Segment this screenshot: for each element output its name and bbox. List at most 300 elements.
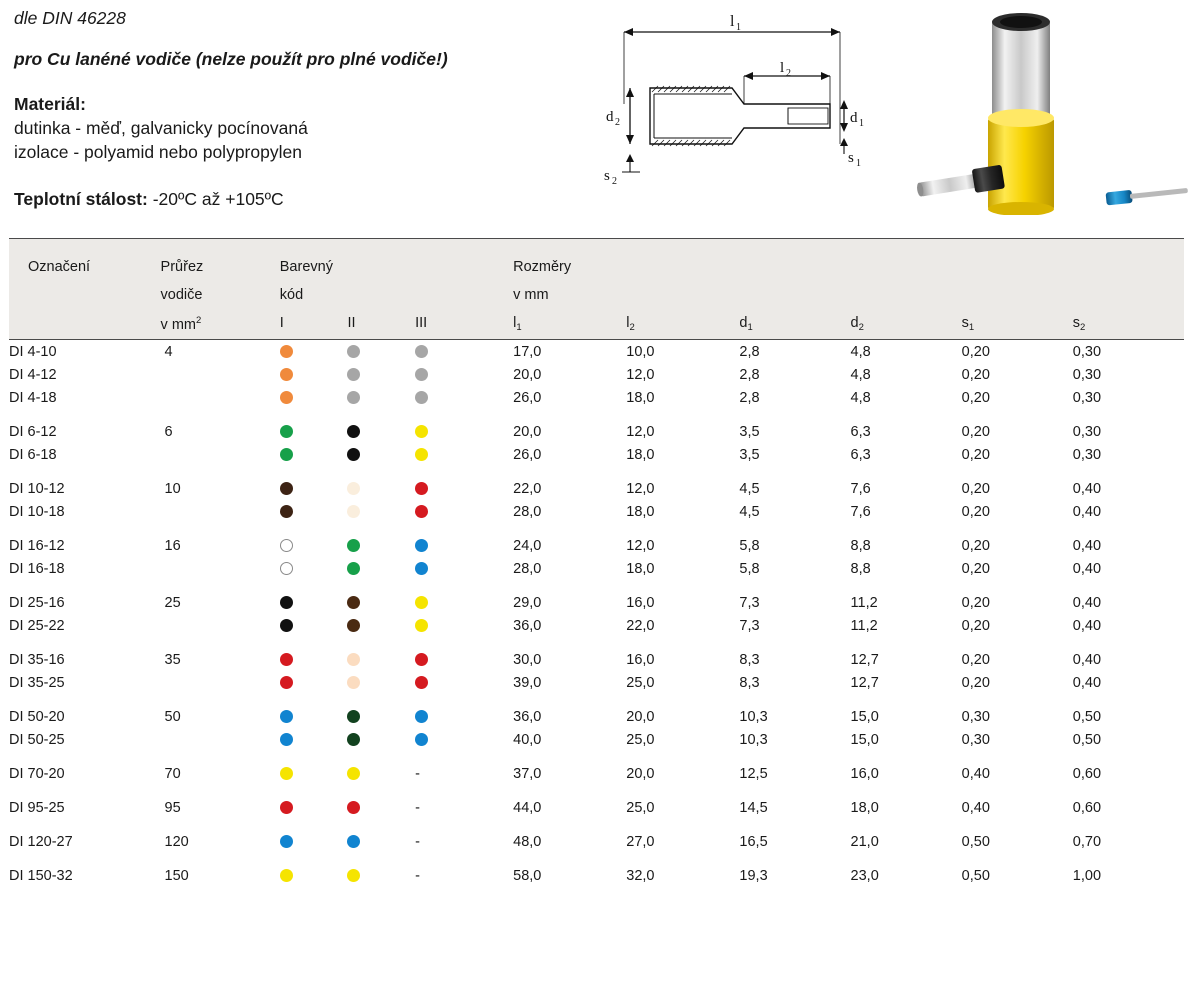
cell-color-3 <box>415 557 513 580</box>
cell-color-2 <box>347 420 415 443</box>
table-row[interactable] <box>9 705 1184 728</box>
cell-color-2 <box>347 671 415 694</box>
color-dot <box>347 425 360 438</box>
table-row[interactable] <box>9 534 1184 557</box>
table-row[interactable] <box>9 796 1184 819</box>
color-dot <box>347 801 360 814</box>
header-prurez-l2: vodiče <box>160 287 203 303</box>
header-barevny-l1: Barevný <box>279 259 333 275</box>
cell-prurez <box>161 500 280 523</box>
cell-d1: 2,8 <box>739 389 760 406</box>
cell-d2: 15,0 <box>850 731 879 748</box>
row-spacer <box>9 819 1184 830</box>
row-spacer <box>9 409 1184 420</box>
table-row[interactable] <box>9 614 1184 637</box>
cell-d1: 2,8 <box>739 343 760 360</box>
color-dot <box>280 869 293 882</box>
table-row[interactable] <box>9 420 1184 443</box>
header-k2: II <box>347 315 356 331</box>
cell-l1: 26,0 <box>513 446 542 463</box>
cell-prurez: 16 <box>164 537 181 554</box>
svg-text:l: l <box>780 60 785 76</box>
cell-color-1 <box>280 728 348 751</box>
color-dot <box>280 767 293 780</box>
color-dot <box>415 345 428 358</box>
cell-l1: 37,0 <box>513 765 542 782</box>
table-row[interactable] <box>9 648 1184 671</box>
cell-l1: 28,0 <box>513 560 542 577</box>
cell-color-3 <box>415 386 513 409</box>
cell-s1: 0,20 <box>961 674 990 691</box>
table-row[interactable] <box>9 340 1184 364</box>
technical-drawing <box>592 4 892 194</box>
color-dot <box>347 368 360 381</box>
table-row[interactable] <box>9 830 1184 853</box>
cell-s1: 0,20 <box>961 560 990 577</box>
cell-oznaceni: DI 35-16 <box>9 651 65 668</box>
cell-l2: 32,0 <box>626 867 655 884</box>
cell-oznaceni: DI 50-20 <box>9 708 65 725</box>
cell-color-3 <box>415 443 513 466</box>
material-line-1: dutinka - měď, galvanicky pocínovaná <box>14 118 308 138</box>
cell-l1: 58,0 <box>513 867 542 884</box>
color-dot <box>280 710 293 723</box>
cell-d1: 14,5 <box>739 799 768 816</box>
cell-s2: 0,40 <box>1072 537 1102 554</box>
conductor-note: pro Cu lanéné vodiče (nelze použít pro plné vodiče!) <box>14 49 448 69</box>
cell-l2: 12,0 <box>626 537 655 554</box>
cell-color-1 <box>280 500 348 523</box>
cell-color-3 <box>415 614 513 637</box>
cell-prurez: 35 <box>164 651 181 668</box>
svg-text:d: d <box>606 109 614 125</box>
color-none: - <box>415 799 420 816</box>
cell-l1: 26,0 <box>513 389 542 406</box>
cell-l2: 12,0 <box>626 480 655 497</box>
cell-color-3 <box>415 796 513 819</box>
color-dot <box>280 801 293 814</box>
table-row[interactable] <box>9 363 1184 386</box>
header-l1-sym: $l_1$ <box>513 315 522 333</box>
row-spacer <box>9 853 1184 864</box>
cell-s1: 0,20 <box>961 480 990 497</box>
cell-color-1 <box>280 420 348 443</box>
cell-s2: 0,60 <box>1072 799 1102 816</box>
cell-color-1 <box>280 796 348 819</box>
table-header-row <box>9 239 1184 340</box>
cell-color-2 <box>347 386 415 409</box>
header-d1 <box>739 239 850 340</box>
table-row[interactable] <box>9 500 1184 523</box>
cell-color-2 <box>347 796 415 819</box>
cell-prurez <box>161 386 280 409</box>
color-dot <box>415 562 428 575</box>
cell-color-2 <box>347 477 415 500</box>
cell-oznaceni: DI 4-12 <box>9 366 57 383</box>
color-dot <box>415 539 428 552</box>
color-dot <box>415 710 428 723</box>
header-l2-sym: $l_2$ <box>626 315 635 333</box>
svg-text:s: s <box>604 168 610 184</box>
color-dot <box>347 710 360 723</box>
row-spacer <box>9 785 1184 796</box>
cell-s2: 0,30 <box>1072 343 1102 360</box>
header-k3: III <box>415 315 428 331</box>
color-dot <box>347 733 360 746</box>
cell-d2: 21,0 <box>850 833 879 850</box>
table-row[interactable] <box>9 443 1184 466</box>
cell-s2: 0,70 <box>1072 833 1102 850</box>
row-spacer <box>9 523 1184 534</box>
temperature-stability <box>14 189 634 210</box>
cell-d2: 12,7 <box>850 651 879 668</box>
header-s2 <box>1073 239 1184 340</box>
cell-s1: 0,20 <box>961 423 990 440</box>
cell-color-3 <box>415 728 513 751</box>
cell-color-1 <box>280 443 348 466</box>
cell-color-3 <box>415 591 513 614</box>
color-dot <box>280 596 293 609</box>
cell-color-1 <box>280 477 348 500</box>
cell-s1: 0,20 <box>961 594 990 611</box>
cell-prurez <box>161 614 280 637</box>
cell-color-2 <box>347 443 415 466</box>
cell-color-1 <box>280 614 348 637</box>
cell-color-1 <box>280 557 348 580</box>
cell-oznaceni: DI 25-16 <box>9 594 65 611</box>
color-dot <box>415 482 428 495</box>
cell-color-1 <box>280 864 348 887</box>
color-none: - <box>415 867 420 884</box>
color-dot <box>280 345 293 358</box>
table-row[interactable] <box>9 477 1184 500</box>
cell-s2: 0,40 <box>1072 560 1102 577</box>
cell-prurez: 120 <box>164 833 189 850</box>
cell-d1: 4,5 <box>739 480 760 497</box>
cell-s2: 0,40 <box>1072 503 1102 520</box>
cell-d1: 8,3 <box>739 651 760 668</box>
color-dot <box>347 562 360 575</box>
cell-l1: 24,0 <box>513 537 542 554</box>
cell-s2: 0,40 <box>1072 651 1102 668</box>
cell-l2: 18,0 <box>626 389 655 406</box>
cell-l2: 25,0 <box>626 731 655 748</box>
cell-l2: 12,0 <box>626 366 655 383</box>
color-dot <box>280 482 293 495</box>
cell-color-3 <box>415 477 513 500</box>
cell-d2: 18,0 <box>850 799 879 816</box>
color-dot <box>347 539 360 552</box>
cell-color-2 <box>347 614 415 637</box>
cell-s2: 0,30 <box>1072 423 1102 440</box>
table-row[interactable] <box>9 728 1184 751</box>
cell-prurez <box>161 443 280 466</box>
table-row[interactable] <box>9 864 1184 887</box>
cell-oznaceni: DI 6-12 <box>9 423 57 440</box>
cell-color-2 <box>347 864 415 887</box>
cell-d2: 11,2 <box>850 617 878 634</box>
cell-color-1 <box>280 705 348 728</box>
cell-s2: 0,40 <box>1072 617 1102 634</box>
color-dot <box>280 619 293 632</box>
cell-color-2 <box>347 830 415 853</box>
cell-d2: 23,0 <box>850 867 879 884</box>
color-dot <box>415 505 428 518</box>
cell-d2: 6,3 <box>850 446 871 463</box>
cell-prurez <box>161 671 280 694</box>
material-line-2: izolace - polyamid nebo polypropylen <box>14 142 302 162</box>
specifications-table <box>9 238 1184 887</box>
cell-color-1 <box>280 830 348 853</box>
color-dot <box>280 448 293 461</box>
cell-color-3 <box>415 830 513 853</box>
svg-text:2: 2 <box>612 176 617 187</box>
cell-color-3 <box>415 500 513 523</box>
cell-d1: 7,3 <box>739 594 760 611</box>
cell-d1: 7,3 <box>739 617 760 634</box>
svg-text:1: 1 <box>736 22 741 33</box>
header-l2 <box>626 239 739 340</box>
color-dot <box>280 539 293 552</box>
cell-color-3 <box>415 648 513 671</box>
color-dot <box>415 676 428 689</box>
cell-s1: 0,40 <box>961 799 990 816</box>
cell-d1: 4,5 <box>739 503 760 520</box>
cell-d2: 15,0 <box>850 708 879 725</box>
cell-s1: 0,50 <box>961 833 990 850</box>
color-dot <box>347 448 360 461</box>
cell-oznaceni: DI 4-18 <box>9 389 57 406</box>
cell-s1: 0,30 <box>961 708 990 725</box>
cell-s2: 0,50 <box>1072 708 1102 725</box>
cell-s1: 0,20 <box>961 651 990 668</box>
cell-oznaceni: DI 10-18 <box>9 503 65 520</box>
cell-prurez <box>161 557 280 580</box>
cell-d2: 4,8 <box>850 343 871 360</box>
color-dot <box>347 869 360 882</box>
cell-d2: 16,0 <box>850 765 879 782</box>
cell-color-3 <box>415 340 513 364</box>
cell-s1: 0,20 <box>961 366 990 383</box>
row-spacer <box>9 580 1184 591</box>
cell-s1: 0,20 <box>961 446 990 463</box>
cell-s2: 0,60 <box>1072 765 1102 782</box>
cell-oznaceni: DI 6-18 <box>9 446 57 463</box>
color-dot <box>347 505 360 518</box>
header-oznaceni <box>9 239 161 340</box>
color-dot <box>280 835 293 848</box>
table-row[interactable] <box>9 386 1184 409</box>
color-dot <box>415 448 428 461</box>
cell-prurez <box>161 728 280 751</box>
cell-color-3 <box>415 363 513 386</box>
header-color-code-3 <box>415 239 513 340</box>
color-dot <box>415 368 428 381</box>
svg-text:d: d <box>850 110 858 126</box>
cell-oznaceni: DI 10-12 <box>9 480 65 497</box>
color-dot <box>415 733 428 746</box>
cell-d1: 16,5 <box>739 833 768 850</box>
cell-prurez: 50 <box>164 708 181 725</box>
header-prurez <box>161 239 280 340</box>
cell-d2: 7,6 <box>850 480 871 497</box>
svg-text:l: l <box>730 13 735 30</box>
cell-color-3 <box>415 864 513 887</box>
table-row[interactable] <box>9 762 1184 785</box>
header-rozmery-l1: Rozměry <box>513 259 572 275</box>
cell-d2: 12,7 <box>850 674 879 691</box>
cell-color-3 <box>415 420 513 443</box>
cell-oznaceni: DI 35-25 <box>9 674 65 691</box>
cell-color-3 <box>415 762 513 785</box>
svg-text:1: 1 <box>859 118 864 129</box>
color-dot <box>280 425 293 438</box>
header-oznaceni-label: Označení <box>28 259 91 275</box>
cell-l2: 25,0 <box>626 799 655 816</box>
cell-l1: 36,0 <box>513 708 542 725</box>
color-dot <box>280 505 293 518</box>
cell-color-3 <box>415 671 513 694</box>
cell-l1: 28,0 <box>513 503 542 520</box>
color-dot <box>347 835 360 848</box>
cell-l1: 48,0 <box>513 833 542 850</box>
header-l1 <box>513 239 626 340</box>
cell-d1: 19,3 <box>739 867 768 884</box>
header-barevny-l2: kód <box>279 287 304 303</box>
norm-reference: dle DIN 46228 <box>14 8 126 28</box>
cell-d1: 5,8 <box>739 537 760 554</box>
cell-d1: 2,8 <box>739 366 760 383</box>
cell-color-2 <box>347 591 415 614</box>
svg-text:2: 2 <box>615 117 620 128</box>
cell-l2: 16,0 <box>626 651 655 668</box>
cell-l1: 36,0 <box>513 617 542 634</box>
cell-s2: 0,30 <box>1072 389 1102 406</box>
cell-color-2 <box>347 557 415 580</box>
cell-s2: 1,00 <box>1072 867 1102 884</box>
cell-oznaceni: DI 120-27 <box>9 833 73 850</box>
table-row[interactable] <box>9 671 1184 694</box>
cell-prurez: 150 <box>164 867 189 884</box>
table-row[interactable] <box>9 591 1184 614</box>
cell-oznaceni: DI 16-12 <box>9 537 65 554</box>
cell-d2: 8,8 <box>850 537 871 554</box>
cell-color-2 <box>347 728 415 751</box>
cell-l2: 16,0 <box>626 594 655 611</box>
cell-l2: 10,0 <box>626 343 655 360</box>
color-dot <box>280 653 293 666</box>
cell-color-1 <box>280 534 348 557</box>
cell-l2: 18,0 <box>626 560 655 577</box>
cell-l1: 17,0 <box>513 343 542 360</box>
header-s1 <box>962 239 1073 340</box>
color-dot <box>347 482 360 495</box>
cell-d1: 3,5 <box>739 423 760 440</box>
cell-l1: 39,0 <box>513 674 542 691</box>
cell-d1: 5,8 <box>739 560 760 577</box>
row-spacer <box>9 751 1184 762</box>
header-s2-sym: $s_2$ <box>1072 315 1086 333</box>
cell-color-1 <box>280 762 348 785</box>
material-title: Materiál: <box>14 94 86 114</box>
cell-l1: 40,0 <box>513 731 542 748</box>
cell-l1: 22,0 <box>513 480 542 497</box>
cell-prurez: 10 <box>164 480 181 497</box>
color-dot <box>347 653 360 666</box>
cell-l2: 20,0 <box>626 708 655 725</box>
row-spacer <box>9 694 1184 705</box>
row-spacer <box>9 637 1184 648</box>
header-color-code-1 <box>280 239 348 340</box>
cell-color-2 <box>347 340 415 364</box>
cell-color-2 <box>347 648 415 671</box>
color-dot <box>347 391 360 404</box>
ferrule-cross-section-svg <box>592 4 892 194</box>
table-head <box>9 239 1184 340</box>
cell-prurez <box>161 363 280 386</box>
cell-oznaceni: DI 4-10 <box>9 343 57 360</box>
cell-s1: 0,20 <box>961 389 990 406</box>
cell-d2: 6,3 <box>850 423 871 440</box>
table-body <box>9 340 1184 888</box>
header-k1: I <box>279 315 284 331</box>
color-dot <box>280 368 293 381</box>
color-dot <box>347 345 360 358</box>
svg-text:2: 2 <box>786 68 791 79</box>
cell-l1: 20,0 <box>513 423 542 440</box>
cell-prurez: 95 <box>164 799 181 816</box>
cell-color-2 <box>347 534 415 557</box>
cell-color-2 <box>347 500 415 523</box>
cell-l1: 20,0 <box>513 366 542 383</box>
cell-l1: 30,0 <box>513 651 542 668</box>
color-none: - <box>415 765 420 782</box>
cell-s2: 0,30 <box>1072 446 1102 463</box>
header-d2 <box>851 239 962 340</box>
cell-oznaceni: DI 50-25 <box>9 731 65 748</box>
color-dot <box>415 391 428 404</box>
cell-l2: 12,0 <box>626 423 655 440</box>
cell-d2: 7,6 <box>850 503 871 520</box>
cell-oznaceni: DI 150-32 <box>9 867 73 884</box>
color-dot <box>280 391 293 404</box>
cell-oznaceni: DI 16-18 <box>9 560 65 577</box>
cell-color-3 <box>415 534 513 557</box>
cell-l2: 22,0 <box>626 617 655 634</box>
cell-color-1 <box>280 340 348 364</box>
cell-l2: 18,0 <box>626 446 655 463</box>
cell-s1: 0,40 <box>961 765 990 782</box>
header-color-code-2 <box>347 239 415 340</box>
color-dot <box>280 562 293 575</box>
header-d2-sym: $d_2$ <box>850 315 864 333</box>
temperature-label: Teplotní stálost: <box>14 189 148 209</box>
header-prurez-l3: v $mm^2$ <box>160 315 202 333</box>
cell-s2: 0,30 <box>1072 366 1102 383</box>
cell-s2: 0,40 <box>1072 674 1102 691</box>
table-row[interactable] <box>9 557 1184 580</box>
color-none: - <box>415 833 420 850</box>
color-dot <box>415 653 428 666</box>
cell-l2: 27,0 <box>626 833 655 850</box>
cell-l2: 20,0 <box>626 765 655 782</box>
cell-s1: 0,20 <box>961 343 990 360</box>
color-dot <box>280 733 293 746</box>
cell-s1: 0,20 <box>961 503 990 520</box>
header-block <box>14 0 634 210</box>
cell-s1: 0,30 <box>961 731 990 748</box>
temperature-value: -20ºC až +105ºC <box>152 189 284 209</box>
